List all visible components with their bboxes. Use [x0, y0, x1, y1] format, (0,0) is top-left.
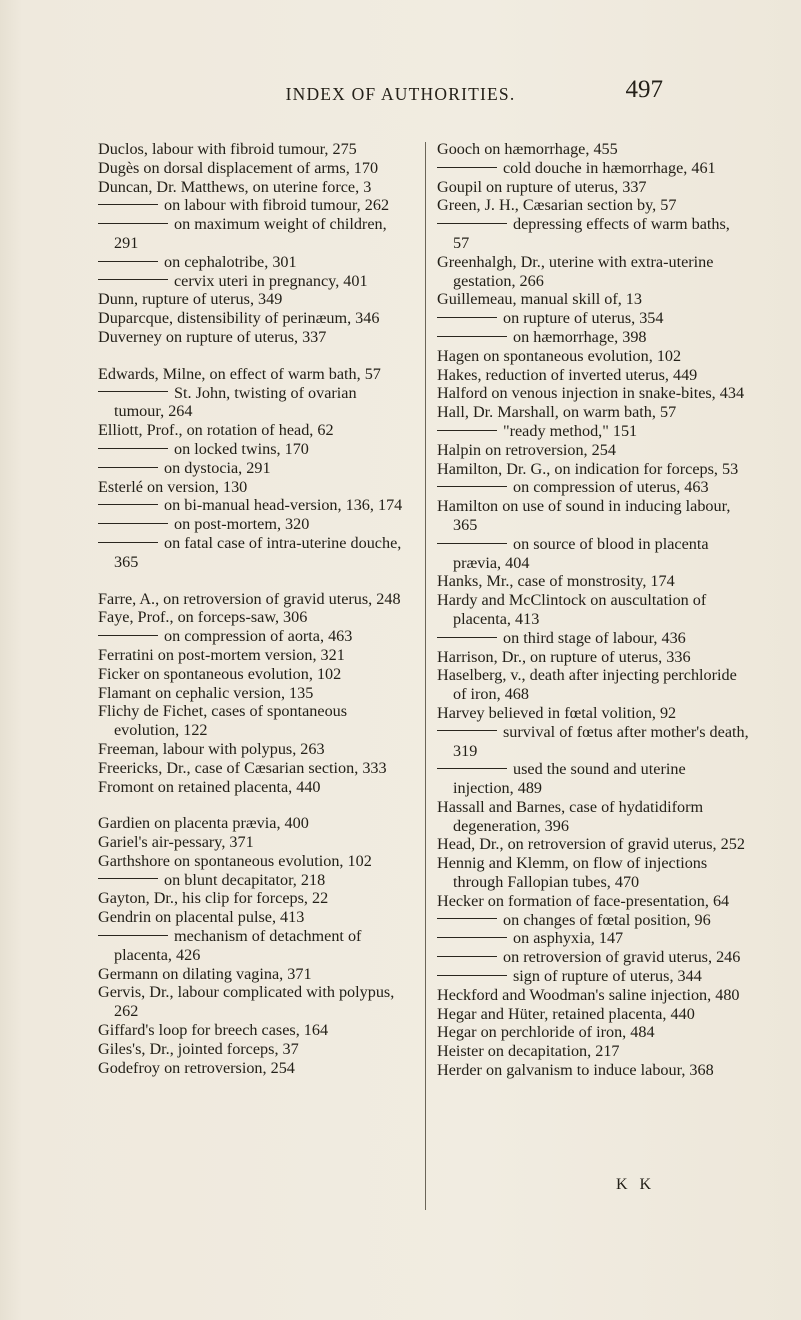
index-subentry	[98, 627, 408, 646]
entry-text: Ferratini on post-mortem version, 321	[98, 645, 345, 664]
index-entry	[437, 591, 749, 629]
letter-section-gap	[98, 347, 408, 365]
index-subentry	[98, 871, 408, 890]
entry-text: Herder on galvanism to induce labour, 368	[437, 1061, 714, 1080]
index-entry	[437, 366, 749, 385]
index-entry	[98, 290, 408, 309]
ditto-rule	[437, 430, 497, 431]
entry-text: Giles's, Dr., jointed forceps, 37	[98, 1039, 299, 1058]
ditto-rule	[437, 637, 497, 638]
entry-text: Hardy and McClintock on auscultation of placenta, 413	[437, 591, 707, 628]
ditto-rule	[98, 935, 168, 936]
index-entry	[98, 684, 408, 703]
index-subentry	[98, 253, 408, 272]
entry-text: Freeman, labour with polypus, 263	[98, 739, 325, 758]
entry-text: Haselberg, v., death after injecting perchloride of iron, 468	[437, 666, 737, 704]
index-entry	[98, 1040, 408, 1059]
index-entry	[437, 1061, 749, 1080]
index-entry	[98, 665, 408, 684]
entry-text: on rupture of uterus, 354	[503, 309, 664, 328]
entry-text: Gariel's air-pessary, 371	[98, 833, 254, 852]
index-entry	[437, 347, 749, 366]
entry-text: Dunn, rupture of uterus, 349	[98, 290, 283, 309]
entry-text: Hanks, Mr., case of monstrosity, 174	[437, 572, 675, 591]
entry-text: Harrison, Dr., on rupture of uterus, 336	[437, 647, 691, 666]
entry-text: depressing effects of warm baths, 57	[453, 215, 730, 252]
index-subentry	[437, 629, 749, 648]
entry-text: Halpin on retroversion, 254	[437, 440, 616, 459]
ditto-rule	[437, 486, 507, 487]
page-number: 497	[625, 76, 663, 103]
index-subentry	[437, 760, 749, 798]
ditto-rule	[98, 504, 158, 505]
entry-text: Hennig and Klemm, on flow of injections through Fallopian tubes, 470	[437, 854, 708, 892]
entry-text: on labour with fibroid tumour, 262	[164, 196, 390, 215]
entry-text: on bi-manual head-version, 136, 174	[164, 496, 403, 515]
entry-text: Gendrin on placental pulse, 413	[98, 908, 305, 927]
entry-text: Godefroy on retroversion, 254	[98, 1058, 295, 1077]
entry-text: Flichy de Fichet, cases of spontaneous evolution, 122	[98, 702, 348, 740]
index-column-right	[437, 140, 749, 1080]
entry-text: Harvey believed in fœtal volition, 92	[437, 703, 677, 722]
index-subentry	[98, 496, 408, 515]
entry-text: Farre, A., on retroversion of gravid uterus, 248	[98, 589, 401, 608]
letter-section-gap	[98, 572, 408, 590]
entry-text: Hamilton, Dr. G., on indication for forceps, 53	[437, 459, 739, 478]
entry-text: Edwards, Milne, on effect of warm bath, 57	[98, 364, 381, 383]
index-entry	[98, 178, 408, 197]
index-entry	[437, 1042, 749, 1061]
index-entry	[98, 740, 408, 759]
entry-text: Fromont on retained placenta, 440	[98, 777, 321, 796]
ditto-rule	[98, 223, 168, 224]
ditto-rule	[98, 878, 158, 879]
ditto-rule	[98, 542, 158, 543]
entry-text: Hecker on formation of face-presentation, 64	[437, 891, 730, 910]
index-entry	[437, 648, 749, 667]
entry-text: on changes of fœtal position, 96	[503, 910, 711, 929]
ditto-rule	[437, 223, 507, 224]
index-entry	[437, 403, 749, 422]
entry-text: Giffard's loop for breech cases, 164	[98, 1021, 329, 1040]
index-entry	[98, 1059, 408, 1078]
index-subentry	[437, 911, 749, 930]
entry-text: Faye, Prof., on forceps-saw, 306	[98, 608, 308, 627]
index-entry	[98, 778, 408, 797]
index-subentry	[98, 440, 408, 459]
ditto-rule	[437, 336, 507, 337]
index-entry	[98, 478, 408, 497]
index-entry	[98, 983, 408, 1021]
index-entry	[98, 759, 408, 778]
entry-text: on retroversion of gravid uterus, 246	[503, 948, 741, 967]
index-entry	[437, 178, 749, 197]
ditto-rule	[437, 167, 497, 168]
index-subentry	[437, 159, 749, 178]
entry-text: on compression of aorta, 463	[164, 627, 353, 646]
entry-text: Hakes, reduction of inverted uterus, 449	[437, 365, 698, 384]
entry-text: on dystocia, 291	[164, 458, 271, 477]
index-entry	[98, 852, 408, 871]
entry-text: on locked twins, 170	[174, 439, 309, 458]
ditto-rule	[437, 730, 497, 731]
ditto-rule	[98, 635, 158, 636]
index-subentry	[437, 215, 749, 253]
entry-text: Duparcque, distensibility of perinæum, 346	[98, 309, 380, 328]
index-entry	[437, 384, 749, 403]
entry-text: Greenhalgh, Dr., uterine with extra-uterine gestation, 266	[437, 252, 714, 290]
index-entry	[437, 986, 749, 1005]
index-entry	[437, 1005, 749, 1024]
ditto-rule	[98, 261, 158, 262]
entry-text: Guillemeau, manual skill of, 13	[437, 290, 642, 309]
entry-text: Duncan, Dr. Matthews, on uterine force, 3	[98, 177, 372, 196]
ditto-rule	[437, 543, 507, 544]
ditto-rule	[437, 317, 497, 318]
index-entry	[98, 328, 408, 347]
ditto-rule	[437, 956, 497, 957]
index-subentry	[437, 929, 749, 948]
index-subentry	[437, 328, 749, 347]
ditto-rule	[98, 279, 168, 280]
index-entry	[98, 608, 408, 627]
entry-text: Hassall and Barnes, case of hydatidiform degeneration, 396	[437, 797, 704, 835]
index-entry	[98, 965, 408, 984]
entry-text: Dugès on dorsal displacement of arms, 170	[98, 158, 379, 177]
index-subentry	[437, 723, 749, 761]
index-entry	[437, 497, 749, 535]
entry-text: Flamant on cephalic version, 135	[98, 683, 314, 702]
index-subentry	[98, 927, 408, 965]
ditto-rule	[98, 448, 168, 449]
index-entry	[98, 646, 408, 665]
index-entry	[98, 309, 408, 328]
entry-text: Hall, Dr. Marshall, on warm bath, 57	[437, 403, 677, 422]
index-entry	[437, 835, 749, 854]
index-subentry	[437, 309, 749, 328]
entry-text: mechanism of detachment of placenta, 426	[114, 927, 362, 964]
letter-section-gap	[98, 796, 408, 814]
entry-text: Hegar and Hüter, retained placenta, 440	[437, 1004, 695, 1023]
signature-mark: K K	[616, 1176, 656, 1193]
index-entry	[98, 1021, 408, 1040]
entry-text: sign of rupture of uterus, 344	[513, 967, 702, 986]
index-subentry	[437, 422, 749, 441]
entry-text: Goupil on rupture of uterus, 337	[437, 177, 647, 196]
entry-text: cold douche in hæmorrhage, 461	[503, 158, 716, 177]
entry-text: on compression of uterus, 463	[513, 478, 709, 497]
entry-text: cervix uteri in pregnancy, 401	[174, 271, 368, 290]
index-entry	[437, 441, 749, 460]
entry-text: on asphyxia, 147	[513, 929, 624, 948]
entry-text: on blunt decapitator, 218	[164, 870, 326, 889]
index-column-left	[98, 140, 408, 1077]
ditto-rule	[98, 467, 158, 468]
entry-text: Heckford and Woodman's saline injection, 480	[437, 985, 740, 1004]
entry-text: on cephalotribe, 301	[164, 252, 297, 271]
entry-text: Gervis, Dr., labour complicated with polypus, 262	[98, 983, 395, 1021]
entry-text: on third stage of labour, 436	[503, 628, 686, 647]
entry-text: on fatal case of intra-uterine douche, 365	[114, 533, 402, 571]
entry-text: Esterlé on version, 130	[98, 477, 248, 496]
ditto-rule	[437, 768, 507, 769]
index-entry	[437, 196, 749, 215]
index-entry	[98, 908, 408, 927]
index-entry	[437, 892, 749, 911]
entry-text: St. John, twisting of ovarian tumour, 264	[114, 383, 357, 421]
running-title: INDEX OF AUTHORITIES.	[285, 84, 516, 104]
entry-text: Gardien on placenta prævia, 400	[98, 814, 309, 833]
entry-text: used the sound and uterine injection, 489	[453, 760, 686, 798]
index-entry	[437, 572, 749, 591]
entry-text: Duverney on rupture of uterus, 337	[98, 327, 327, 346]
index-subentry	[98, 534, 408, 572]
index-entry	[98, 590, 408, 609]
index-subentry	[98, 272, 408, 291]
index-entry	[437, 854, 749, 892]
index-entry	[437, 460, 749, 479]
index-subentry	[98, 384, 408, 422]
entry-text: Duclos, labour with fibroid tumour, 275	[98, 140, 357, 158]
entry-text: Elliott, Prof., on rotation of head, 62	[98, 421, 334, 440]
ditto-rule	[98, 391, 168, 392]
entry-text: Ficker on spontaneous evolution, 102	[98, 664, 342, 683]
entry-text: survival of fœtus after mother's death, 319	[453, 722, 749, 760]
entry-text: Gayton, Dr., his clip for forceps, 22	[98, 889, 329, 908]
entry-text: Germann on dilating vagina, 371	[98, 964, 312, 983]
entry-text: on source of blood in placenta prævia, 404	[453, 534, 709, 572]
index-entry	[98, 889, 408, 908]
entry-text: Hamilton on use of sound in inducing labour, 365	[437, 497, 731, 534]
index-entry	[98, 814, 408, 833]
index-entry	[98, 702, 408, 740]
ditto-rule	[437, 937, 507, 938]
index-entry	[437, 1023, 749, 1042]
entry-text: "ready method," 151	[503, 421, 638, 440]
index-entry	[437, 798, 749, 836]
index-entry	[98, 159, 408, 178]
entry-text: on post-mortem, 320	[174, 515, 310, 534]
index-entry	[98, 421, 408, 440]
index-subentry	[98, 515, 408, 534]
index-entry	[98, 140, 408, 159]
entry-text: Head, Dr., on retroversion of gravid uterus, 252	[437, 835, 745, 854]
index-subentry	[437, 948, 749, 967]
column-rule	[425, 142, 426, 1210]
index-subentry	[437, 535, 749, 573]
index-subentry	[437, 967, 749, 986]
index-subentry	[98, 459, 408, 478]
ditto-rule	[98, 523, 168, 524]
index-subentry	[98, 196, 408, 215]
ditto-rule	[98, 204, 158, 205]
ditto-rule	[437, 918, 497, 919]
entry-text: Hegar on perchloride of iron, 484	[437, 1023, 655, 1042]
entry-text: Hagen on spontaneous evolution, 102	[437, 346, 682, 365]
entry-text: Freericks, Dr., case of Cæsarian section, 333	[98, 758, 387, 777]
entry-text: Heister on decapitation, 217	[437, 1042, 620, 1061]
entry-text: Garthshore on spontaneous evolution, 102	[98, 851, 372, 870]
index-entry	[437, 666, 749, 704]
entry-text: on hæmorrhage, 398	[513, 327, 647, 346]
entry-text: Gooch on hæmorrhage, 455	[437, 140, 618, 158]
entry-text: Halford on venous injection in snake-bites, 434	[437, 384, 745, 403]
index-entry	[437, 253, 749, 291]
index-entry	[437, 290, 749, 309]
index-subentry	[98, 215, 408, 253]
ditto-rule	[437, 975, 507, 976]
entry-text: Green, J. H., Cæsarian section by, 57	[437, 196, 677, 215]
index-entry	[437, 140, 749, 159]
index-entry	[437, 704, 749, 723]
index-subentry	[437, 478, 749, 497]
entry-text: on maximum weight of children, 291	[114, 215, 387, 252]
index-entry	[98, 365, 408, 384]
index-entry	[98, 833, 408, 852]
